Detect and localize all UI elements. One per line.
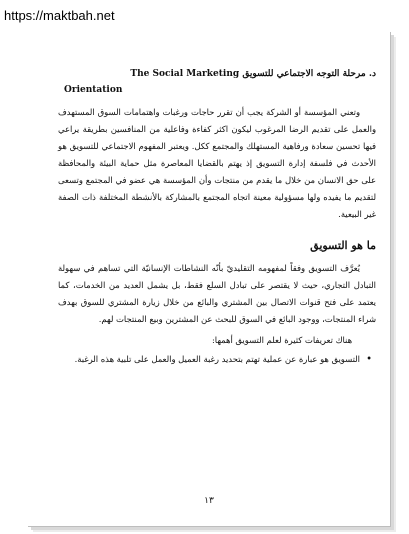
heading-arabic: د. مرحلة التوجه الاجتماعي للتسويق: [242, 69, 376, 79]
section-paragraph: يُعرَّف التسويق وفقاً لمفهومه التقليديّ بأنّه النشاطات الإنسانيّة التي تساهم في سهولة التبادل التجاري، حيث لا يقتصر على تبادل السلع فقط، بل يشمل العديد من الخدمات، كما يعتمد على فتح قنوات الاتصال بين المشتري والبائع من خلال زيارة المشتري للسوق بهدف شراء المنتجات، ووجود البائع في السوق للبحث عن المشترين وبيع المنتجات لهم.: [58, 263, 376, 324]
section-title: ما هو التسويق: [310, 239, 376, 252]
paragraph: وتعني المؤسسة أو الشركة يجب أن تقرر حاجات ورغبات واهتمامات السوق المستهدف والعمل على تقديم الرضا المرغوب ليكون اكثر كفاءة وفاعلية من المنافسين بطريقة يراعي فيها تحسين سعادة ورفاهية المستهلك والمجتمع ككل. ويعتبر المفهوم الاجتماعي للتسويق هو الأحدث في فلسفة إدارة التسويق إذ يهتم بالقضايا المعاصرة مثل حماية البيئة والمحافظة على حق الانسان من خلال ما يقدم من منتجات وأن المؤسسة هي عضو في المجتمع وتسعى لتقديم ما يفيده ولها مسؤولية معينة اتجاه المجتمع بالمشاركة بالأنشطة المختلفة ذات الصفة غير البيعية.: [58, 107, 376, 219]
definitions-lead: هناك تعريفات كثيرة لعلم التسويق أهمها:: [211, 335, 352, 345]
section-heading: [58, 66, 376, 98]
heading-english-part2: Orientation: [64, 85, 123, 95]
definitions-list: [58, 351, 376, 368]
page-content: [58, 66, 376, 368]
site-url[interactable]: https://maktbah.net: [4, 8, 115, 23]
page-number: ١٣: [204, 496, 214, 506]
book-page: [28, 32, 391, 527]
heading-english-part1: The Social Marketing: [130, 69, 240, 79]
list-item: • التسويق هو عبارة عن عملية تهتم بتحديد رغبة العميل والعمل على تلبية هذه الرغبة.: [58, 351, 360, 368]
